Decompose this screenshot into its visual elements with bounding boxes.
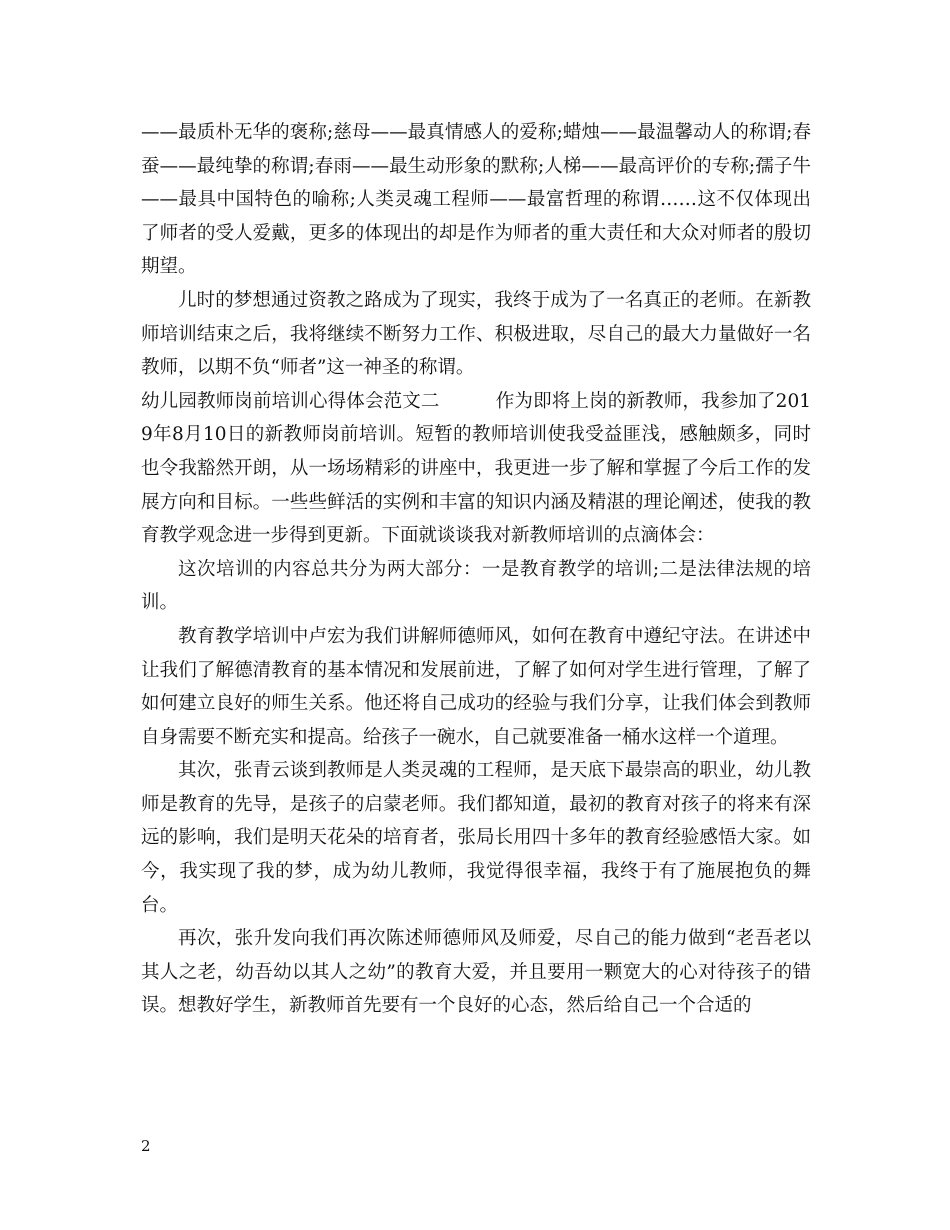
- section-heading: 幼儿园教师岗前培训心得体会范文二: [141, 390, 440, 412]
- document-body: [141, 116, 811, 1023]
- paragraph-training-content: 这次培训的内容总共分为两大部分：一是教育教学的培训;二是法律法规的培训。: [141, 558, 811, 614]
- section-heading-paragraph: [141, 385, 811, 553]
- paragraph-secondly: 其次，张青云谈到教师是人类灵魂的工程师，是天底下最崇高的职业，幼儿教师是教育的先导，是孩子的启蒙老师。我们都知道，最初的教育对孩子的将来有深远的影响，我们是明天花朵的培育者，张局长用四十多年的教育经验感悟大家。如今，我实现了我的梦，成为幼儿教师，我觉得很幸福，我终于有了施展抱负的舞台。: [141, 760, 811, 916]
- paragraph-again: 再次，张升发向我们再次陈述师德师风及师爱，尽自己的能力做到“老吾老以其人之老，幼吾幼以其人之幼”的教育大爱，并且要用一颗宽大的心对待孩子的错误。想教好学生，新教师首先要有一个良好的心态，然后给自己一个合适的: [141, 928, 811, 1017]
- paragraph-continued: ——最质朴无华的褒称;慈母——最真情感人的爱称;蜡烛——最温馨动人的称谓;春蚕——最纯挚的称谓;春雨——最生动形象的默称;人梯——最高评价的专称;孺子牛——最具中国特色的喻称;人类灵魂工程师——最富哲理的称谓……这不仅体现出了师者的受人爱戴，更多的体现出的却是作为师者的重大责任和大众对师者的殷切期望。: [141, 122, 811, 278]
- paragraph-dream: 儿时的梦想通过资教之路成为了现实，我终于成为了一名真正的老师。在新教师培训结束之后，我将继续不断努力工作、积极进取，尽自己的最大力量做好一名教师，以期不负“师者”这一神圣的称谓。: [141, 289, 811, 379]
- section-intro: 作为即将上岗的新教师，我参加了2019年8月10日的新教师岗前培训。短暂的教师培训使我受益匪浅，感触颇多，同时也令我豁然开朗，从一场场精彩的讲座中，我更进一步了解和掌握了今后工作的发展方向和目标。一些些鲜活的实例和丰富的知识内涵及精湛的理论阐述，使我的教育教学观念进一步得到更新。下面就谈谈我对新教师培训的点滴体会：: [141, 390, 811, 547]
- page-number: 2: [141, 1137, 151, 1155]
- paragraph-teaching-training: 教育教学培训中卢宏为我们讲解师德师风，如何在教育中遵纪守法。在讲述中让我们了解德清教育的基本情况和发展前进，了解了如何对学生进行管理，了解了如何建立良好的师生关系。他还将自己成功的经验与我们分享，让我们体会到教师自身需要不断充实和提高。给孩子一碗水，自己就要准备一桶水这样一个道理。: [141, 625, 811, 748]
